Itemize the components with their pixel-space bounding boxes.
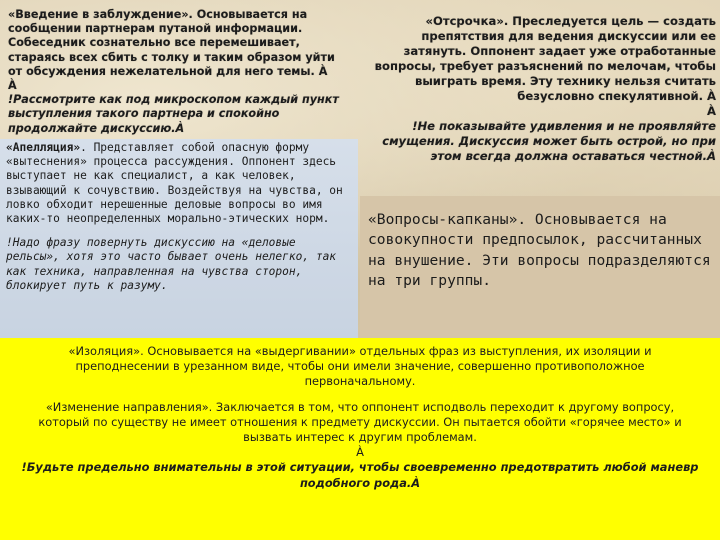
appeal-paragraph [6, 141, 350, 226]
yellow-tip: !Будьте предельно внимательны в этой ситуации, чтобы своевременно предотвратить любой маневр подобного рода.À [21, 460, 699, 490]
appeal-text: . Представляет собой опасную форму «вытеснения» процесса рассуждения. Оппонент здесь выступает не как специалист, а как человек, взывающий к сочувствию. Воздействуя на чувства, он ловко обходит нерешенные деловые вопросы во имя каких-то неопределенных морально-этических норм. [6, 141, 343, 226]
appeal-tip: !Надо фразу повернуть дискуссию на «деловые рельсы», хотя это часто бывает очень нелегко, так как техника, направленная на чувства сторон, блокирует путь к разуму. [6, 236, 337, 292]
misleading-symbol: À [8, 79, 17, 93]
delay-text: «Отсрочка». Преследуется цель — создать препятствия для ведения дискуссии или ее затянуть. Оппонент задает уже отработанные вопросы, требует разъяснений по мелочам, чтобы выиграть время. Эту технику нельзя считать безусловно спекулятивной. À [374, 14, 716, 103]
direction-text: «Изменение направления». Заключается в том, что оппонент исподволь переходит к другому вопросу, который по существу не имеет отношения к предмету дискуссии. Он пытается обойти «горячее место» и вызвать интерес к другим проблемам. [38, 399, 682, 445]
delay-tip: !Не показывайте удивления и не проявляйте смущения. Дискуссия может быть острой, но при этом всегда должна оставаться честной.À [382, 119, 716, 163]
appeal-title: «Апелляция» [6, 141, 81, 154]
misleading-tip: !Рассмотрите как под микроскопом каждый пункт выступления такого партнера и спокойно продолжайте дискуссию.À [8, 93, 339, 135]
delay-block [366, 14, 716, 192]
trap-questions-block [360, 196, 720, 338]
yellow-symbol: À [356, 445, 364, 460]
appeal-block [0, 139, 358, 338]
isolation-text: «Изоляция». Основывается на «выдергивании» отдельных фраз из выступления, их изоляции и преподнесении в урезанном виде, чтобы они имели значение, совершенно противоположное первоначальному. [68, 344, 652, 389]
yellow-block [0, 338, 720, 540]
misleading-block [8, 8, 350, 138]
delay-symbol: À [707, 104, 716, 118]
trap-text: «Вопросы-капканы». Основывается на совокупности предпосылок, рассчитанных на внушение. Эти вопросы подразделяются на три группы. [368, 211, 711, 290]
misleading-text: «Введение в заблуждение». Основывается на сообщении партнерам путаной информации. Собеседник сознательно все перемешивает, стараясь всех сбить с толку и таким образом уйти от обсуждения нежелательной для него темы. À [8, 8, 335, 78]
